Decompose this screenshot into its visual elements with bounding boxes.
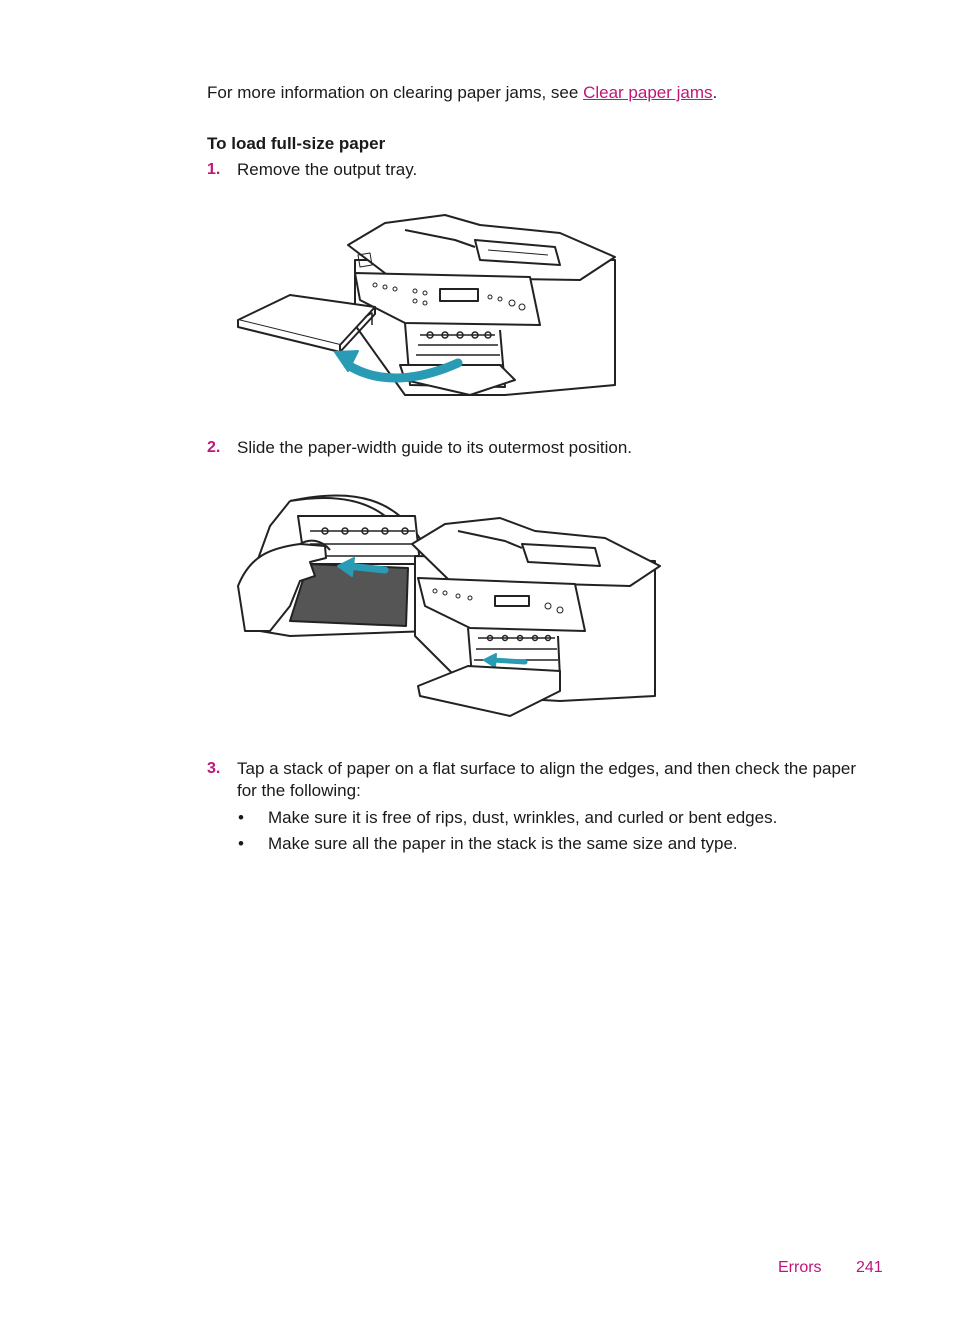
clear-paper-jams-link[interactable]: Clear paper jams xyxy=(583,83,713,102)
footer-page-number: 241 xyxy=(856,1259,883,1276)
footer-section-name: Errors xyxy=(778,1259,822,1276)
step-1-text: Remove the output tray. xyxy=(237,160,418,179)
bullet-item: Make sure all the paper in the stack is the same size and type. xyxy=(268,834,738,853)
step-3-number: 3. xyxy=(207,760,221,777)
intro-paragraph xyxy=(207,82,717,104)
step-1-number: 1. xyxy=(207,161,221,178)
step-2-text: Slide the paper-width guide to its outermost position. xyxy=(237,438,633,457)
step-2-number: 2. xyxy=(207,439,221,456)
remove-output-tray-illustration xyxy=(230,205,630,410)
intro-prefix: For more information on clearing paper jams, see xyxy=(207,83,584,102)
bullet-marker: • xyxy=(238,808,244,827)
slide-paper-width-guide-illustration xyxy=(230,486,670,721)
step-3-text-line-2: for the following: xyxy=(237,781,361,800)
bullet-marker: • xyxy=(238,834,244,853)
bullet-item: Make sure it is free of rips, dust, wrinkles, and curled or bent edges. xyxy=(268,808,778,827)
section-heading: To load full-size paper xyxy=(207,134,386,153)
step-3-text-line-1: Tap a stack of paper on a flat surface to align the edges, and then check the paper xyxy=(237,759,857,778)
intro-suffix: . xyxy=(712,83,718,102)
